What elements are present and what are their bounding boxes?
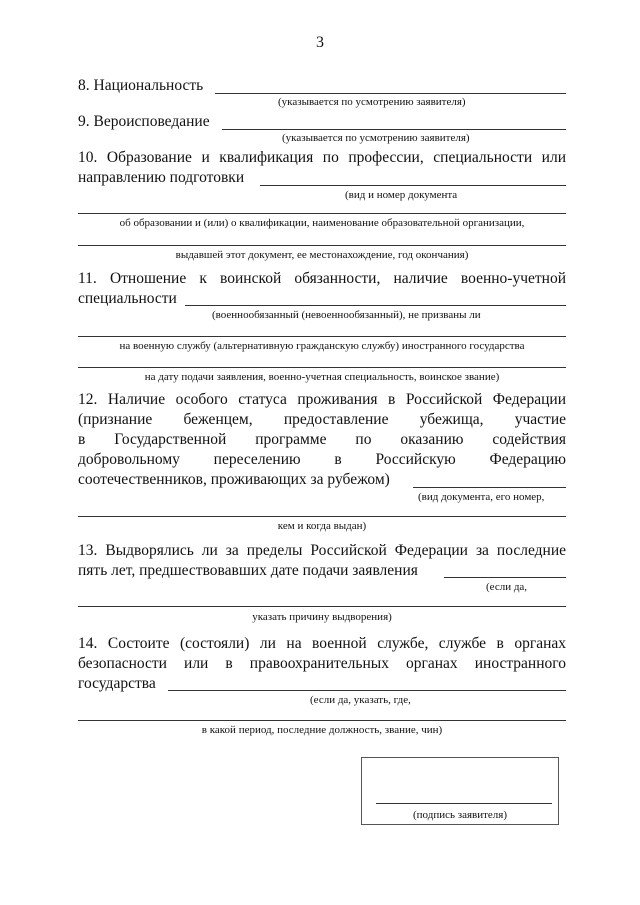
education-hint-1: (вид и номер документа — [345, 189, 458, 201]
military-field-3[interactable] — [78, 367, 566, 368]
foreign-service-hint-1: (если да, указать, где, — [310, 694, 411, 706]
deportation-field-2[interactable] — [78, 606, 566, 607]
deportation-label-line2: пять лет, предшествовавших дате подачи заявления — [78, 562, 418, 579]
foreign-service-label-line3: государства — [78, 675, 156, 692]
status-label-line4: добровольному переселению в Российскую Федерацию — [78, 451, 566, 468]
military-label-line1: 11. Отношение к воинской обязанности, наличие военно-учетной — [78, 270, 566, 287]
education-field-2[interactable] — [78, 213, 566, 214]
signature-hint: (подпись заявителя) — [412, 809, 508, 821]
education-hint-2: об образовании и (или) о квалификации, наименование образовательной организации, — [119, 217, 525, 229]
status-label-line1: 12. Наличие особого статуса проживания в Российской Федерации — [78, 391, 566, 408]
nationality-field[interactable] — [215, 93, 566, 94]
military-field-2[interactable] — [78, 336, 566, 337]
military-hint-3: на дату подачи заявления, военно-учетная специальность, воинское звание) — [144, 371, 500, 383]
foreign-service-hint-2: в какой период, последние должность, звание, чин) — [201, 724, 443, 736]
deportation-hint-2: указать причину выдворения) — [252, 611, 392, 623]
military-hint-1: (военнообязанный (невоеннообязанный), не призваны ли — [212, 309, 481, 321]
deportation-hint-1: (если да, — [486, 581, 528, 593]
education-field-3[interactable] — [78, 245, 566, 246]
nationality-hint: (указывается по усмотрению заявителя) — [278, 96, 466, 108]
deportation-label-line1: 13. Выдворялись ли за пределы Российской Федерации за последние — [78, 542, 566, 559]
foreign-service-label-line2: безопасности или в правоохранительных органах иностранного — [78, 655, 566, 672]
education-label-line1: 10. Образование и квалификация по профессии, специальности или — [78, 149, 566, 166]
education-field-1[interactable] — [260, 185, 566, 186]
foreign-service-label-line1: 14. Состоите (состояли) ли на военной службе, службе в органах — [78, 635, 566, 652]
education-label-line2: направлению подготовки — [78, 169, 245, 186]
page-number: 3 — [316, 34, 324, 51]
nationality-label: 8. Национальность — [78, 77, 204, 94]
deportation-field-1[interactable] — [444, 577, 566, 578]
status-label-line3: в Государственной программе по оказанию содействия — [78, 431, 566, 448]
military-field-1[interactable] — [185, 305, 566, 306]
status-field-1[interactable] — [413, 487, 566, 488]
status-label-line5: соотечественников, проживающих за рубежом) — [78, 471, 390, 488]
religion-field[interactable] — [222, 129, 566, 130]
status-hint-1: (вид документа, его номер, — [418, 491, 545, 503]
status-field-2[interactable] — [78, 516, 566, 517]
foreign-service-field-1[interactable] — [168, 690, 566, 691]
religion-label: 9. Вероисповедание — [78, 113, 210, 130]
status-hint-2: кем и когда выдан) — [277, 520, 367, 532]
religion-hint: (указывается по усмотрению заявителя) — [282, 132, 470, 144]
military-label-line2: специальности — [78, 290, 177, 307]
military-hint-2: на военную службу (альтернативную гражданскую службу) иностранного государства — [119, 340, 525, 352]
education-hint-3: выдавшей этот документ, ее местонахождение, год окончания) — [175, 249, 469, 261]
status-label-line2: (признание беженцем, предоставление убежища, участие — [78, 411, 566, 428]
signature-field[interactable] — [376, 803, 552, 804]
foreign-service-field-2[interactable] — [78, 720, 566, 721]
